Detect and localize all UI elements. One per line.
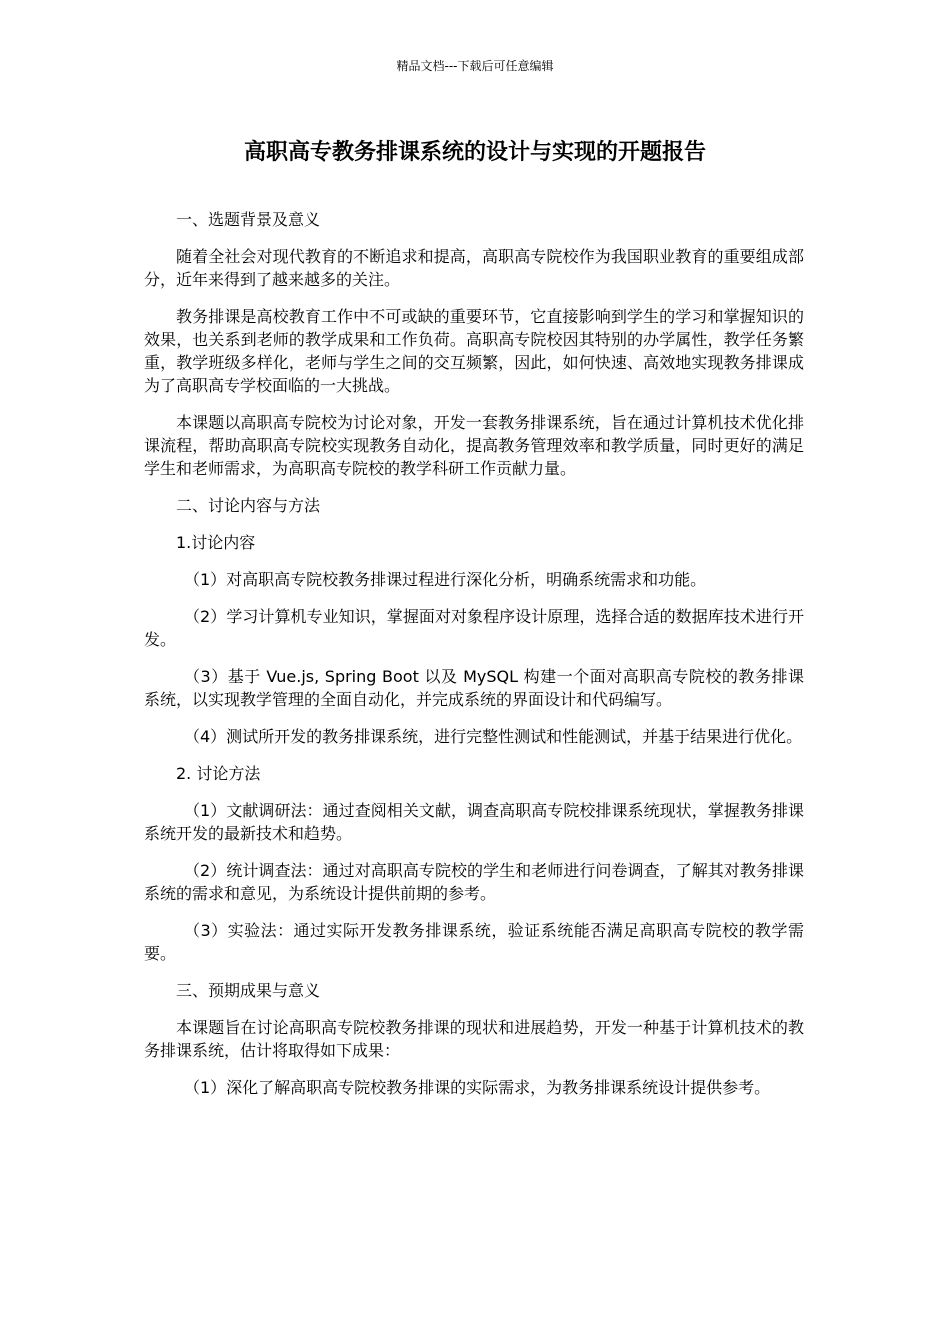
list-item: （1）对高职高专院校教务排课过程进行深化分析，明确系统需求和功能。 (184, 570, 707, 589)
document-title: 高职高专教务排课系统的设计与实现的开题报告 (243, 140, 706, 165)
paragraph: 本课题以高职高专院校为讨论对象，开发一套教务排课系统，旨在通过计算机技术优化排课流程，帮助高职高专院校实现教务自动化，提高教务管理效率和教学质量，同时更好的满足学生和老师需求，为高职高专院校的教学科研工作贡献力量。 (144, 413, 804, 478)
paragraph: 随着全社会对现代教育的不断追求和提高，高职高专院校作为我国职业教育的重要组成部分，近年来得到了越来越多的关注。 (144, 247, 804, 289)
section-heading-content-methods: 二、讨论内容与方法 (176, 496, 321, 515)
subheading-content: 1.讨论内容 (176, 533, 256, 552)
subheading-methods: 2. 讨论方法 (176, 764, 261, 783)
header-note: 精品文档---下载后可任意编辑 (396, 59, 554, 73)
section-heading-outcomes: 三、预期成果与意义 (176, 981, 321, 1000)
list-item: （3）实验法：通过实际开发教务排课系统，验证系统能否满足高职高专院校的教学需要。 (144, 921, 804, 963)
list-item: （3）基于 Vue.js, Spring Boot 以及 MySQL 构建一个面对高职高专院校的教务排课系统，以实现教学管理的全面自动化，并完成系统的界面设计和代码编写。 (144, 667, 804, 709)
section-heading-background: 一、选题背景及意义 (176, 210, 321, 229)
paragraph: 教务排课是高校教育工作中不可或缺的重要环节，它直接影响到学生的学习和掌握知识的效果，也关系到老师的教学成果和工作负荷。高职高专院校因其特别的办学属性，教学任务繁重，教学班级多样化，老师与学生之间的交互频繁，因此，如何快速、高效地实现教务排课成为了高职高专学校面临的一大挑战。 (144, 307, 804, 395)
paragraph: 本课题旨在讨论高职高专院校教务排课的现状和进展趋势，开发一种基于计算机技术的教务排课系统，估计将取得如下成果： (144, 1018, 804, 1060)
list-item: （1）深化了解高职高专院校教务排课的实际需求，为教务排课系统设计提供参考。 (184, 1078, 771, 1097)
list-item: （4）测试所开发的教务排课系统，进行完整性测试和性能测试，并基于结果进行优化。 (184, 727, 803, 746)
document-body (144, 208, 804, 1113)
list-item: （2）学习计算机专业知识，掌握面对对象程序设计原理，选择合适的数据库技术进行开发。 (144, 607, 804, 649)
list-item: （2）统计调查法：通过对高职高专院校的学生和老师进行问卷调查，了解其对教务排课系统的需求和意见，为系统设计提供前期的参考。 (144, 861, 804, 903)
list-item: （1）文献调研法：通过查阅相关文献，调查高职高专院校排课系统现状，掌握教务排课系统开发的最新技术和趋势。 (144, 801, 804, 843)
